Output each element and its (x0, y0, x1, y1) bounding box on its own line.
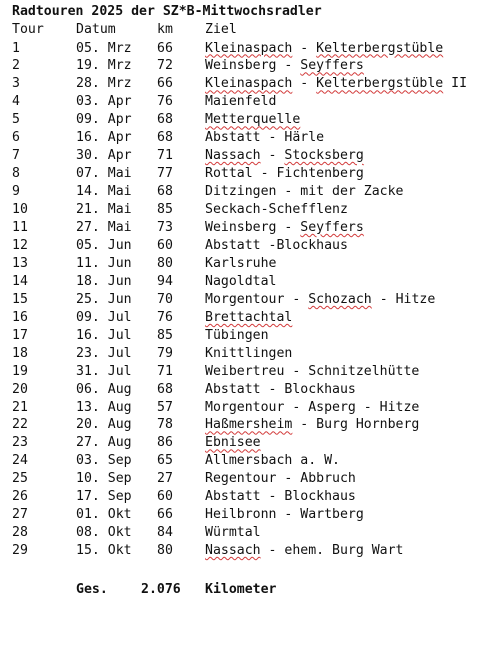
destination-segment: Abstatt - Blockhaus (205, 381, 356, 397)
table-row (0, 75, 478, 93)
tour-number: 23 (12, 435, 28, 451)
tour-destination (205, 399, 419, 417)
destination-segment: - Burg Hornberg (292, 417, 420, 433)
table-row (0, 129, 478, 147)
tour-destination (205, 434, 261, 452)
table-row (0, 327, 478, 345)
total-unit: Kilometer (205, 582, 277, 597)
tour-number: 16 (12, 309, 28, 325)
table-row (0, 237, 478, 255)
tour-destination (205, 470, 356, 488)
tour-destination (205, 452, 340, 470)
tour-km: 72 (157, 58, 173, 74)
tour-number: 15 (12, 291, 28, 307)
tour-date: 06. Aug (76, 381, 132, 397)
tour-km: 66 (157, 76, 173, 92)
destination-segment-spellcheck: Kelterbergstüble (316, 40, 444, 56)
table-row (0, 434, 478, 452)
table-row (0, 416, 478, 434)
destination-segment-spellcheck: Nassach (205, 543, 261, 559)
tour-km: 80 (157, 543, 173, 559)
tour-destination (205, 309, 292, 327)
tour-km: 27 (157, 471, 173, 487)
destination-segment: - Hitze (371, 291, 436, 307)
tour-km: 85 (157, 327, 173, 343)
tour-destination (205, 291, 435, 309)
tour-km: 71 (157, 363, 173, 379)
destination-segment: Weinsberg - (205, 220, 301, 235)
destination-segment: Abstatt - Blockhaus (205, 489, 356, 505)
tour-km: 94 (157, 273, 173, 289)
tour-date: 05. Mrz (76, 40, 132, 56)
tour-destination (205, 488, 356, 506)
tour-number: 19 (12, 363, 28, 379)
tour-number: 8 (12, 166, 20, 182)
destination-segment-spellcheck: Kleinaspach (205, 40, 293, 56)
tour-number: 22 (12, 417, 28, 433)
tour-date: 23. Jul (76, 345, 132, 361)
tour-destination (205, 183, 404, 201)
tour-number: 21 (12, 399, 28, 415)
tour-date: 03. Sep (76, 453, 132, 469)
tour-number: 24 (12, 453, 28, 469)
tour-km: 78 (157, 417, 173, 433)
destination-segment: Morgentour - Asperg - Hitze (205, 399, 420, 415)
table-row (0, 255, 478, 273)
table-row (0, 219, 478, 237)
destination-segment: Abstatt - Härle (205, 130, 325, 146)
tour-number: 27 (12, 507, 28, 523)
tour-date: 31. Jul (76, 363, 132, 379)
tour-number: 17 (12, 327, 28, 343)
total-value: 2.076 (141, 582, 181, 597)
destination-segment: Ditzingen - mit der Zacke (205, 184, 404, 200)
table-row (0, 381, 478, 399)
tour-number: 7 (12, 148, 20, 164)
destination-segment: Seckach-Schefflenz (205, 202, 348, 218)
total-label: Ges. (76, 582, 108, 597)
tour-km: 68 (157, 381, 173, 397)
header-tour: Tour (12, 22, 44, 37)
tour-number: 29 (12, 543, 28, 559)
destination-segment: Nagoldtal (205, 273, 277, 289)
table-row (0, 506, 478, 524)
table-row (0, 57, 478, 75)
header-datum: Datum (76, 22, 116, 37)
tour-date: 18. Jun (76, 273, 132, 289)
tour-number: 5 (12, 112, 20, 128)
tour-date: 27. Mai (76, 220, 132, 235)
tour-date: 09. Apr (76, 112, 132, 128)
tour-date: 16. Jul (76, 327, 132, 343)
tour-date: 10. Sep (76, 471, 132, 487)
destination-segment: - (292, 40, 317, 56)
table-row (0, 470, 478, 488)
tour-number: 14 (12, 273, 28, 289)
table-row (0, 183, 478, 201)
tour-number: 26 (12, 489, 28, 505)
tour-date: 01. Okt (76, 507, 132, 523)
destination-segment-spellcheck: Stocksberg (284, 148, 364, 164)
tour-km: 60 (157, 237, 173, 253)
document-title: Radtouren 2025 der SZ*B-Mittwochsradler (12, 4, 322, 19)
destination-segment-spellcheck: Seyffers (300, 58, 364, 74)
tour-km: 85 (157, 202, 173, 218)
destination-segment: Regentour - Abbruch (205, 471, 356, 487)
tour-destination (205, 363, 419, 381)
table-row (0, 93, 478, 111)
tour-number: 25 (12, 471, 28, 487)
tour-km: 68 (157, 130, 173, 146)
tour-number: 20 (12, 381, 28, 397)
tour-km: 84 (157, 525, 173, 541)
tour-km: 77 (157, 166, 173, 182)
tour-destination (205, 57, 364, 75)
tour-date: 14. Mai (76, 184, 132, 200)
tour-date: 09. Jul (76, 309, 132, 325)
table-header (0, 21, 478, 39)
tour-date: 28. Mrz (76, 76, 132, 92)
table-row (0, 273, 478, 291)
header-ziel: Ziel (205, 22, 237, 37)
tour-date: 05. Jun (76, 237, 132, 253)
tour-number: 3 (12, 76, 20, 92)
tour-km: 65 (157, 453, 173, 469)
tour-number: 28 (12, 525, 28, 541)
destination-segment-spellcheck: Kleinaspach (205, 76, 293, 92)
destination-segment: - (292, 76, 317, 92)
table-row (0, 399, 478, 417)
destination-segment: Karlsruhe (205, 255, 277, 271)
table-row (0, 291, 478, 309)
tour-destination (205, 219, 364, 237)
tour-number: 10 (12, 202, 28, 218)
tour-number: 4 (12, 94, 20, 110)
tour-destination (205, 524, 261, 542)
tour-destination (205, 165, 364, 183)
destination-segment: II (443, 76, 468, 92)
tour-date: 25. Jun (76, 291, 132, 307)
destination-segment-spellcheck: Nassach (205, 148, 261, 164)
table-row (0, 488, 478, 506)
tour-destination (205, 381, 356, 399)
tour-km: 73 (157, 220, 173, 235)
tour-destination (205, 327, 269, 345)
table-row (0, 40, 478, 58)
tour-km: 57 (157, 399, 173, 415)
table-row (0, 452, 478, 470)
tour-number: 2 (12, 58, 20, 74)
tour-date: 03. Apr (76, 94, 132, 110)
tour-destination (205, 542, 404, 560)
tour-date: 13. Aug (76, 399, 132, 415)
destination-segment: Rottal - Fichtenberg (205, 166, 364, 182)
table-row (0, 345, 478, 363)
tour-destination (205, 93, 276, 111)
tour-destination (205, 237, 348, 255)
table-row (0, 111, 478, 129)
tour-date: 30. Apr (76, 148, 132, 164)
destination-segment-spellcheck: Ebnisee (205, 435, 261, 451)
destination-segment-spellcheck: Metterquelle (205, 112, 301, 128)
tour-date: 17. Sep (76, 489, 132, 505)
tour-destination (205, 129, 324, 147)
destination-segment: Abstatt -Blockhaus (205, 237, 348, 253)
tour-date: 11. Jun (76, 255, 132, 271)
tour-km: 86 (157, 435, 173, 451)
tour-destination (205, 416, 419, 434)
destination-segment-spellcheck: Kelterbergstüble (316, 76, 444, 92)
destination-segment: Tübingen (205, 327, 269, 343)
tour-date: 19. Mrz (76, 58, 132, 74)
tour-destination (205, 40, 443, 58)
table-row (0, 309, 478, 327)
tour-number: 18 (12, 345, 28, 361)
tour-date: 21. Mai (76, 202, 132, 218)
tour-number: 9 (12, 184, 20, 200)
destination-segment: Weibertreu - Schnitzelhütte (205, 363, 420, 379)
tour-destination (205, 255, 276, 273)
destination-segment: Heilbronn - Wartberg (205, 507, 364, 523)
destination-segment: Morgentour - (205, 291, 309, 307)
destination-segment-spellcheck: Schozach (308, 291, 372, 307)
destination-segment: Allmersbach a. W. (205, 453, 340, 469)
tour-destination (205, 75, 467, 93)
tour-number: 1 (12, 40, 20, 56)
destination-segment-spellcheck: Haßmersheim (205, 417, 293, 433)
tour-date: 07. Mai (76, 166, 132, 182)
destination-segment: Knittlingen (205, 345, 293, 361)
tour-km: 66 (157, 507, 173, 523)
tour-number: 12 (12, 237, 28, 253)
tour-destination (205, 147, 364, 165)
tour-km: 71 (157, 148, 173, 164)
tour-date: 20. Aug (76, 417, 132, 433)
tour-date: 27. Aug (76, 435, 132, 451)
table-row (0, 542, 478, 560)
destination-segment: Würmtal (205, 525, 261, 541)
tour-km: 80 (157, 255, 173, 271)
tour-number: 6 (12, 130, 20, 146)
tour-destination (205, 345, 292, 363)
destination-segment: Weinsberg - (205, 58, 301, 74)
table-row (0, 524, 478, 542)
tour-km: 76 (157, 309, 173, 325)
destination-segment-spellcheck: Seyffers (300, 220, 364, 235)
tour-date: 16. Apr (76, 130, 132, 146)
tour-number: 11 (12, 220, 28, 235)
tour-km: 79 (157, 345, 173, 361)
table-row (0, 165, 478, 183)
tour-km: 60 (157, 489, 173, 505)
tour-destination (205, 273, 276, 291)
tour-number: 13 (12, 255, 28, 271)
destination-segment: - (260, 148, 285, 164)
tour-km: 70 (157, 291, 173, 307)
table-row (0, 363, 478, 381)
table-row (0, 147, 478, 165)
total-row (0, 581, 478, 599)
tour-date: 15. Okt (76, 543, 132, 559)
destination-segment-spellcheck: Brettachtal (205, 309, 293, 325)
tour-destination (205, 201, 348, 219)
tour-km: 76 (157, 94, 173, 110)
tour-km: 66 (157, 40, 173, 56)
tour-date: 08. Okt (76, 525, 132, 541)
destination-segment: - ehem. Burg Wart (260, 543, 404, 559)
tour-km: 68 (157, 184, 173, 200)
table-row (0, 201, 478, 219)
tour-destination (205, 506, 364, 524)
header-km: km (157, 22, 173, 37)
destination-segment: Maienfeld (205, 94, 277, 110)
tour-destination (205, 111, 300, 129)
tour-km: 68 (157, 112, 173, 128)
